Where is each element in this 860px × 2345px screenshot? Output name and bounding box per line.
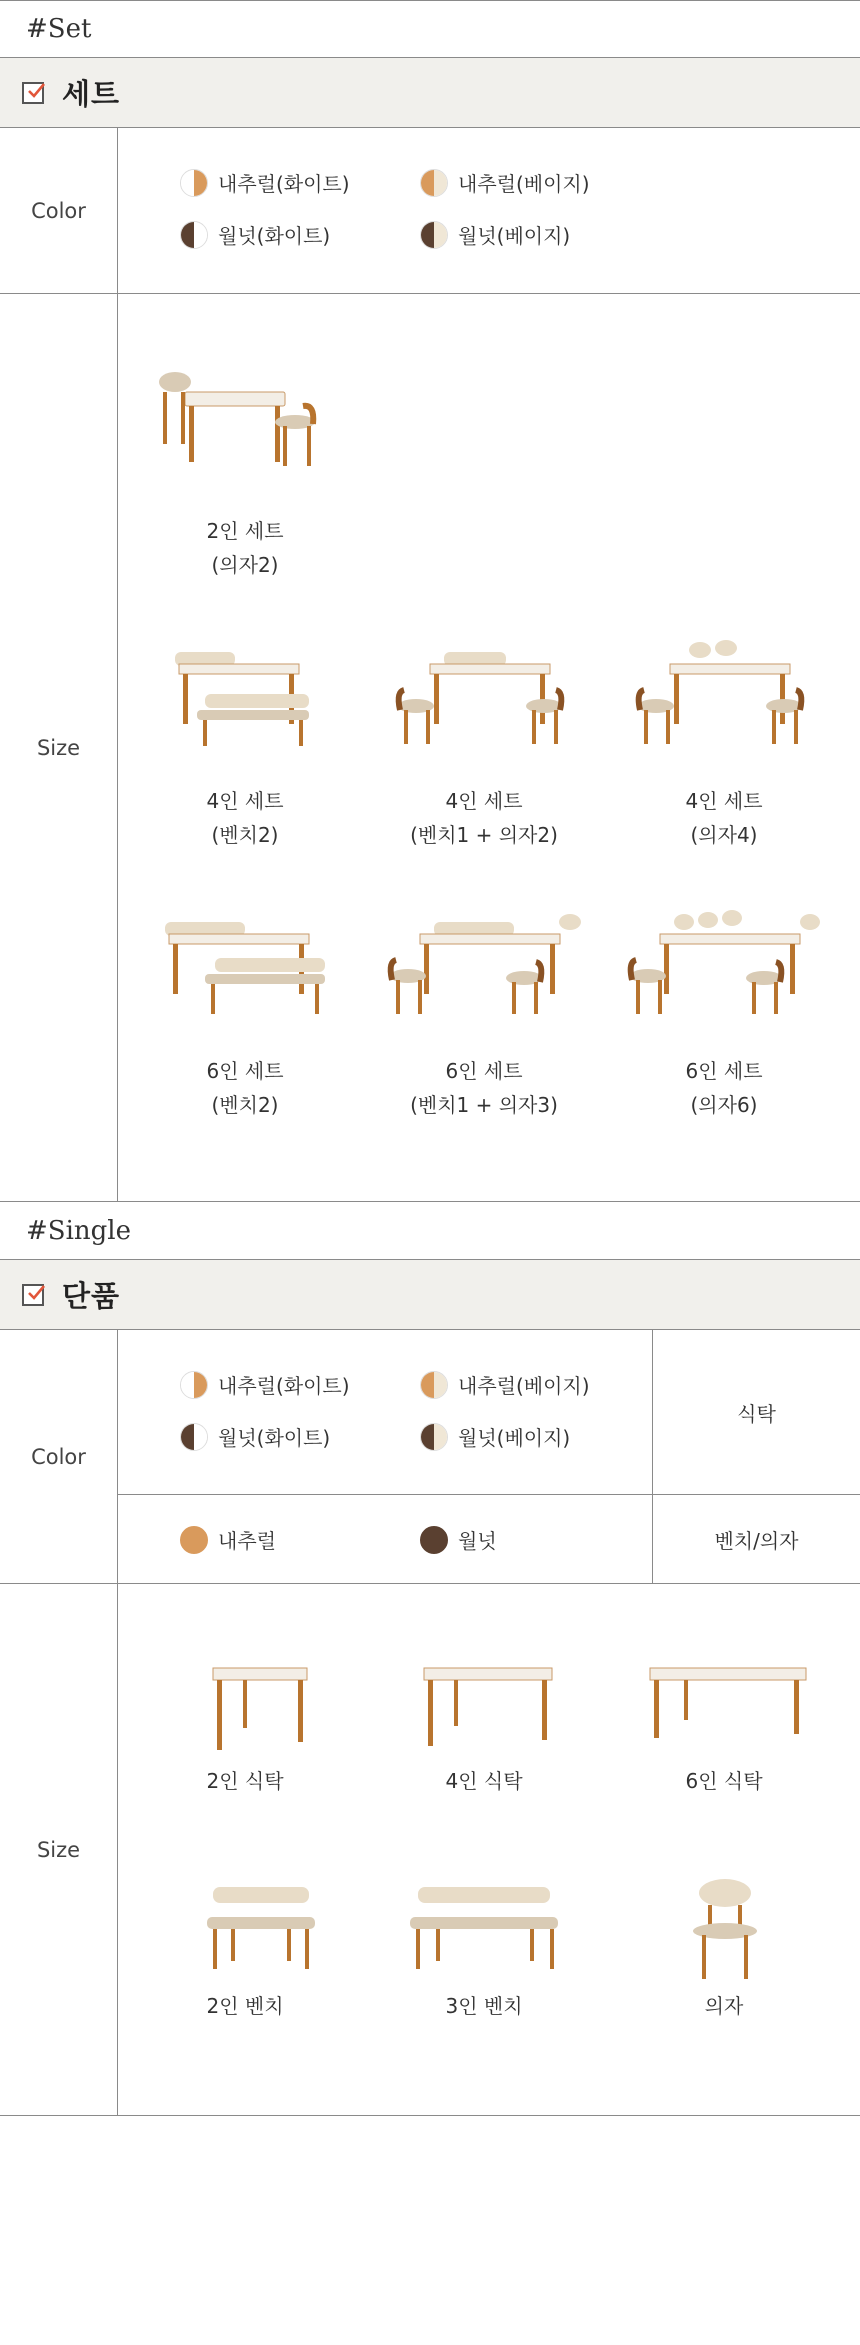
item-subtitle: (벤치1 + 의자3) [410,1093,558,1117]
color-option [180,1525,276,1554]
set-item-6p-chair6[interactable] [614,904,834,1122]
table-2p-image [135,1654,355,1764]
set-section-header [0,58,860,128]
checkbox-icon [22,1284,44,1306]
item-title: 4인 세트 [685,789,763,813]
color-name: 월넛(화이트) [218,1426,331,1450]
single-size-items [118,1584,860,2115]
item-title: 2인 벤치 [206,1994,284,2018]
set-6p-mixed-image [374,904,594,1054]
color-label: Color [0,128,118,293]
single-item-3p-bench[interactable] [374,1879,594,2023]
set-6p-chair6-image [614,904,834,1054]
item-title: 4인 식탁 [445,1769,523,1793]
set-item-6p-bench2[interactable] [135,904,355,1122]
set-6p-bench2-image [135,904,355,1054]
item-title: 4인 세트 [206,789,284,813]
color-name: 월넛(화이트) [218,224,331,248]
color-option [420,220,570,249]
item-title: 6인 세트 [685,1059,763,1083]
bench-2p-image [135,1879,355,1989]
table-color-options [118,1330,652,1494]
item-subtitle: (의자6) [690,1093,758,1117]
color-name: 내추럴 [218,1529,276,1553]
bench-3p-image [374,1879,594,1989]
color-name: 월넛 [458,1529,497,1553]
single-section-tag: #Single [0,1202,860,1260]
item-title: 2인 식탁 [206,1769,284,1793]
color-name: 내추럴(베이지) [458,1374,590,1398]
swatch-icon [420,1526,448,1554]
color-option [180,168,350,197]
color-option [180,1422,330,1451]
item-title: 의자 [704,1994,744,2018]
item-title: 4인 세트 [445,789,523,813]
set-item-4p-mixed[interactable] [374,634,594,852]
swatch-icon [180,1526,208,1554]
set-item-4p-bench2[interactable] [135,634,355,852]
single-item-4p-table[interactable] [374,1654,594,1798]
item-title: 6인 세트 [206,1059,284,1083]
table-tag: 식탁 [652,1330,860,1494]
color-option [420,168,590,197]
table-4p-image [374,1654,594,1764]
item-title: 6인 세트 [445,1059,523,1083]
table-color-row [118,1330,860,1495]
item-title: 6인 식탁 [685,1769,763,1793]
color-name: 월넛(베이지) [458,1426,571,1450]
swatch-icon [180,1371,208,1399]
color-option [420,1370,590,1399]
color-label: Color [0,1330,118,1583]
swatch-icon [420,169,448,197]
single-item-2p-bench[interactable] [135,1879,355,2023]
set-4p-bench2-image [135,634,355,784]
swatch-icon [180,221,208,249]
single-item-chair[interactable] [614,1879,834,2023]
size-label: Size [0,1584,118,2115]
set-section-tag: #Set [0,0,860,58]
single-color-row [0,1330,860,1584]
swatch-icon [180,1423,208,1451]
color-option [420,1422,570,1451]
color-name: 내추럴(화이트) [218,1374,350,1398]
single-section-title: 단품 [62,1279,121,1313]
set-4p-mixed-image [374,634,594,784]
bench-color-options [118,1495,652,1583]
swatch-icon [420,1423,448,1451]
set-color-options [118,128,860,293]
swatch-icon [180,169,208,197]
bench-color-row [118,1495,860,1583]
single-item-6p-table[interactable] [614,1654,834,1798]
item-subtitle: (벤치1 + 의자2) [410,823,558,847]
single-color-block [118,1330,860,1583]
set-2p-image [135,364,355,514]
item-subtitle: (벤치2) [211,823,279,847]
single-section-header [0,1260,860,1330]
set-color-row [0,128,860,294]
table-6p-image [614,1654,834,1764]
set-item-6p-mixed[interactable] [374,904,594,1122]
item-subtitle: (벤치2) [211,1093,279,1117]
color-option [420,1525,497,1554]
set-item-2p[interactable] [135,364,355,582]
color-name: 내추럴(화이트) [218,172,350,196]
set-section-title: 세트 [62,77,121,111]
color-name: 월넛(베이지) [458,224,571,248]
checkbox-icon [22,82,44,104]
single-size-row [0,1584,860,2116]
bench-tag: 벤치/의자 [652,1495,860,1583]
set-size-items [118,294,860,1201]
single-item-2p-table[interactable] [135,1654,355,1798]
chair-image [614,1879,834,1989]
set-item-4p-chair4[interactable] [614,634,834,852]
color-option [180,220,330,249]
item-title: 3인 벤치 [445,1994,523,2018]
item-title: 2인 세트 [206,519,284,543]
item-subtitle: (의자2) [211,553,279,577]
swatch-icon [420,221,448,249]
color-option [180,1370,350,1399]
set-4p-chair4-image [614,634,834,784]
size-label: Size [0,294,118,1201]
swatch-icon [420,1371,448,1399]
color-name: 내추럴(베이지) [458,172,590,196]
item-subtitle: (의자4) [690,823,758,847]
set-size-row [0,294,860,1202]
